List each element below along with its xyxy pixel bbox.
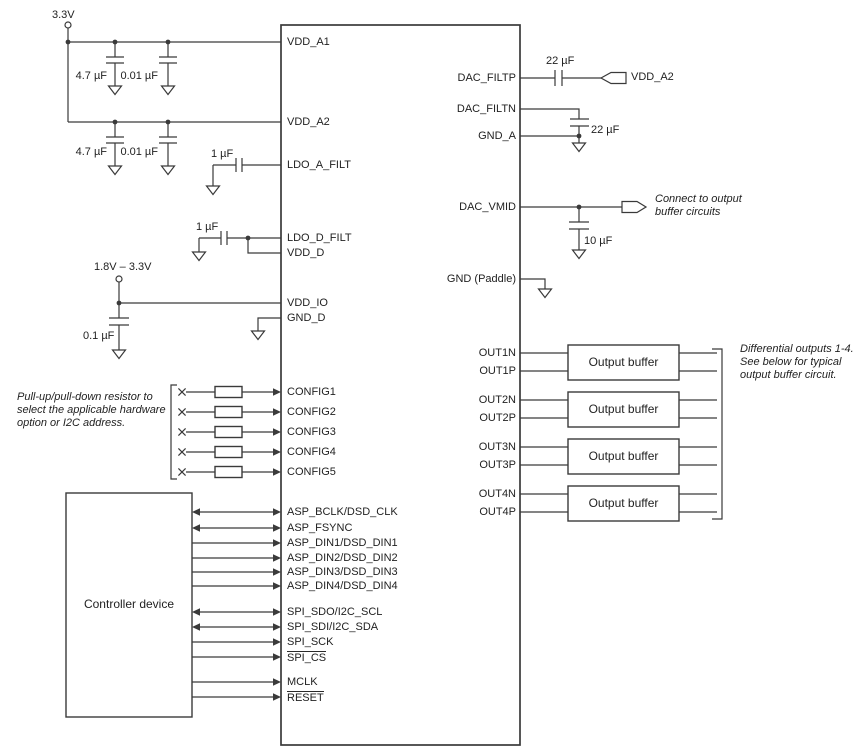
config-note (17, 391, 166, 430)
gnd-paddle-network (520, 279, 552, 298)
ground-icon (109, 86, 122, 95)
config-note-line: option or I2C address. (17, 417, 126, 429)
output-buffer-label: Output buffer (588, 402, 659, 416)
cap-value: 22 µF (591, 124, 620, 136)
output-buffer-label: Output buffer (588, 496, 659, 510)
arrowhead-icon (273, 388, 281, 396)
pin-label-ldo-d-filt: LDO_D_FILT (287, 232, 352, 244)
pin-label-out2n: OUT2N (478, 394, 516, 406)
controller-interface-wires (192, 508, 281, 701)
reset-overline-text: RESET (287, 692, 324, 704)
ldo-a-filt-network (207, 158, 282, 195)
arrowhead-icon (273, 623, 281, 631)
config-resistor-network (171, 385, 281, 479)
arrowhead-icon (273, 693, 281, 701)
pin-label-gnd-paddle: GND (Paddle) (446, 273, 516, 285)
pin-label-out3n: OUT3N (478, 441, 516, 453)
pin-label-out4n: OUT4N (478, 488, 516, 500)
ground-icon (573, 143, 586, 152)
pin-label-dac-vmid: DAC_VMID (459, 201, 516, 213)
x-mark-icon (178, 468, 185, 475)
pin-label-spi-sdi: SPI_SDI/I2C_SDA (287, 621, 379, 633)
arrowhead-icon (273, 408, 281, 416)
cap-value: 0.01 µF (120, 70, 158, 82)
pin-label-vdd-io: VDD_IO (287, 297, 328, 309)
pin-label-dac-filtp: DAC_FILTP (457, 72, 516, 84)
pin-label-config5: CONFIG5 (287, 466, 336, 478)
ground-icon (207, 186, 220, 195)
arrowhead-icon (192, 508, 200, 516)
arrowhead-icon (192, 524, 200, 532)
junction-dot (246, 236, 251, 241)
arrowhead-icon (273, 568, 281, 576)
vdd-a2-tag-label: VDD_A2 (631, 71, 674, 83)
cap-value: 4.7 µF (75, 146, 107, 158)
pin-label-asp-din2: ASP_DIN2/DSD_DIN2 (287, 552, 398, 564)
arrowhead-icon (273, 608, 281, 616)
x-mark-icon (178, 448, 185, 455)
arrowhead-icon (273, 524, 281, 532)
pin-label-out1p: OUT1P (479, 365, 516, 377)
cap-value: 1 µF (196, 221, 219, 233)
pin-label-dac-filtn: DAC_FILTN (456, 103, 516, 115)
junction-dot (66, 40, 71, 45)
cap-value: 0.1 µF (83, 330, 115, 342)
pin-label-reset (287, 691, 324, 704)
output-buffer-label: Output buffer (588, 449, 659, 463)
cap-value: 4.7 µF (75, 70, 107, 82)
cap-value: 0.01 µF (120, 146, 158, 158)
arrowhead-icon (273, 678, 281, 686)
rail-1v8-3v3-label: 1.8V – 3.3V (94, 261, 152, 273)
pin-label-vdd-a2: VDD_A2 (287, 116, 330, 128)
ground-icon (193, 252, 206, 261)
ground-icon (573, 250, 586, 259)
connect-tag-icon (622, 202, 646, 213)
ground-icon (109, 166, 122, 175)
pin-label-config1: CONFIG1 (287, 386, 336, 398)
cap-value: 22 µF (546, 55, 575, 67)
junction-dot (577, 134, 582, 139)
output-buffer-boxes (568, 345, 679, 521)
outputs-note-line: output buffer circuit. (740, 369, 837, 381)
pin-label-ldo-a-filt: LDO_A_FILT (287, 159, 351, 171)
x-mark-icon (178, 388, 185, 395)
ground-icon (113, 350, 126, 359)
pin-label-out2p: OUT2P (479, 412, 516, 424)
pin-label-out3p: OUT3P (479, 459, 516, 471)
arrowhead-icon (192, 608, 200, 616)
connect-note (655, 193, 742, 219)
arrowhead-icon (192, 623, 200, 631)
pin-label-vdd-a1: VDD_A1 (287, 36, 330, 48)
arrowhead-icon (273, 428, 281, 436)
supply-terminal-icon (65, 22, 71, 28)
pin-label-gnd-a: GND_A (478, 130, 516, 142)
pin-label-asp-din3: ASP_DIN3/DSD_DIN3 (287, 566, 398, 578)
ground-icon (162, 166, 175, 175)
junction-dot (577, 205, 582, 210)
pin-label-config4: CONFIG4 (287, 446, 336, 458)
vdd-io-network (109, 276, 281, 359)
pin-label-out4p: OUT4P (479, 506, 516, 518)
x-mark-icon (178, 408, 185, 415)
output-wires (520, 349, 722, 519)
junction-dot (166, 120, 171, 125)
ldo-d-filt-network (193, 231, 282, 261)
pin-label-spi-sdo: SPI_SDO/I2C_SCL (287, 606, 383, 618)
connect-note-line: Connect to output (655, 193, 742, 205)
x-mark-icon (178, 428, 185, 435)
pin-label-config2: CONFIG2 (287, 406, 336, 418)
rail-3v3-label: 3.3V (52, 9, 75, 21)
ground-icon (539, 289, 552, 298)
pin-label-asp-fsync: ASP_FSYNC (287, 522, 353, 534)
ground-icon (162, 86, 175, 95)
arrowhead-icon (273, 554, 281, 562)
config-note-line: Pull-up/pull-down resistor to (17, 391, 153, 403)
ground-icon (252, 331, 265, 340)
pin-label-config3: CONFIG3 (287, 426, 336, 438)
junction-dot (166, 40, 171, 45)
pin-label-asp-din4: ASP_DIN4/DSD_DIN4 (287, 580, 398, 592)
dac-filter-network (520, 70, 626, 152)
arrowhead-icon (273, 508, 281, 516)
pin-label-asp-bclk: ASP_BCLK/DSD_CLK (287, 506, 398, 518)
arrowhead-icon (273, 582, 281, 590)
controller-device-label: Controller device (83, 597, 175, 611)
dac-vmid-network (520, 202, 646, 259)
supply-terminal-icon (116, 276, 122, 282)
arrowhead-icon (273, 638, 281, 646)
outputs-note-line: See below for typical (740, 356, 842, 368)
outputs-note-line: Differential outputs 1-4. (740, 343, 854, 355)
pin-label-mclk: MCLK (287, 676, 318, 688)
cap-value: 1 µF (211, 148, 234, 160)
outputs-note (740, 343, 854, 382)
junction-dot (113, 40, 118, 45)
arrowhead-icon (273, 653, 281, 661)
pin-label-out1n: OUT1N (478, 347, 516, 359)
connect-note-line: buffer circuits (655, 206, 721, 218)
cap-value: 10 µF (584, 235, 613, 247)
output-buffer-label: Output buffer (588, 355, 659, 369)
spi-cs-overline-text: SPI_CS (287, 652, 327, 664)
junction-dot (113, 120, 118, 125)
pin-label-vdd-d: VDD_D (287, 247, 325, 259)
arrowhead-icon (273, 448, 281, 456)
config-note-line: select the applicable hardware (17, 404, 166, 416)
pin-label-asp-din1: ASP_DIN1/DSD_DIN1 (287, 537, 398, 549)
arrowhead-icon (273, 539, 281, 547)
pin-label-spi-sck: SPI_SCK (287, 636, 334, 648)
arrowhead-icon (273, 468, 281, 476)
vdd-a2-tag-icon (601, 73, 626, 84)
pin-label-gnd-d: GND_D (287, 312, 326, 324)
gnd-d-network (252, 318, 282, 340)
pin-label-spi-cs (287, 651, 326, 664)
junction-dot (117, 301, 122, 306)
